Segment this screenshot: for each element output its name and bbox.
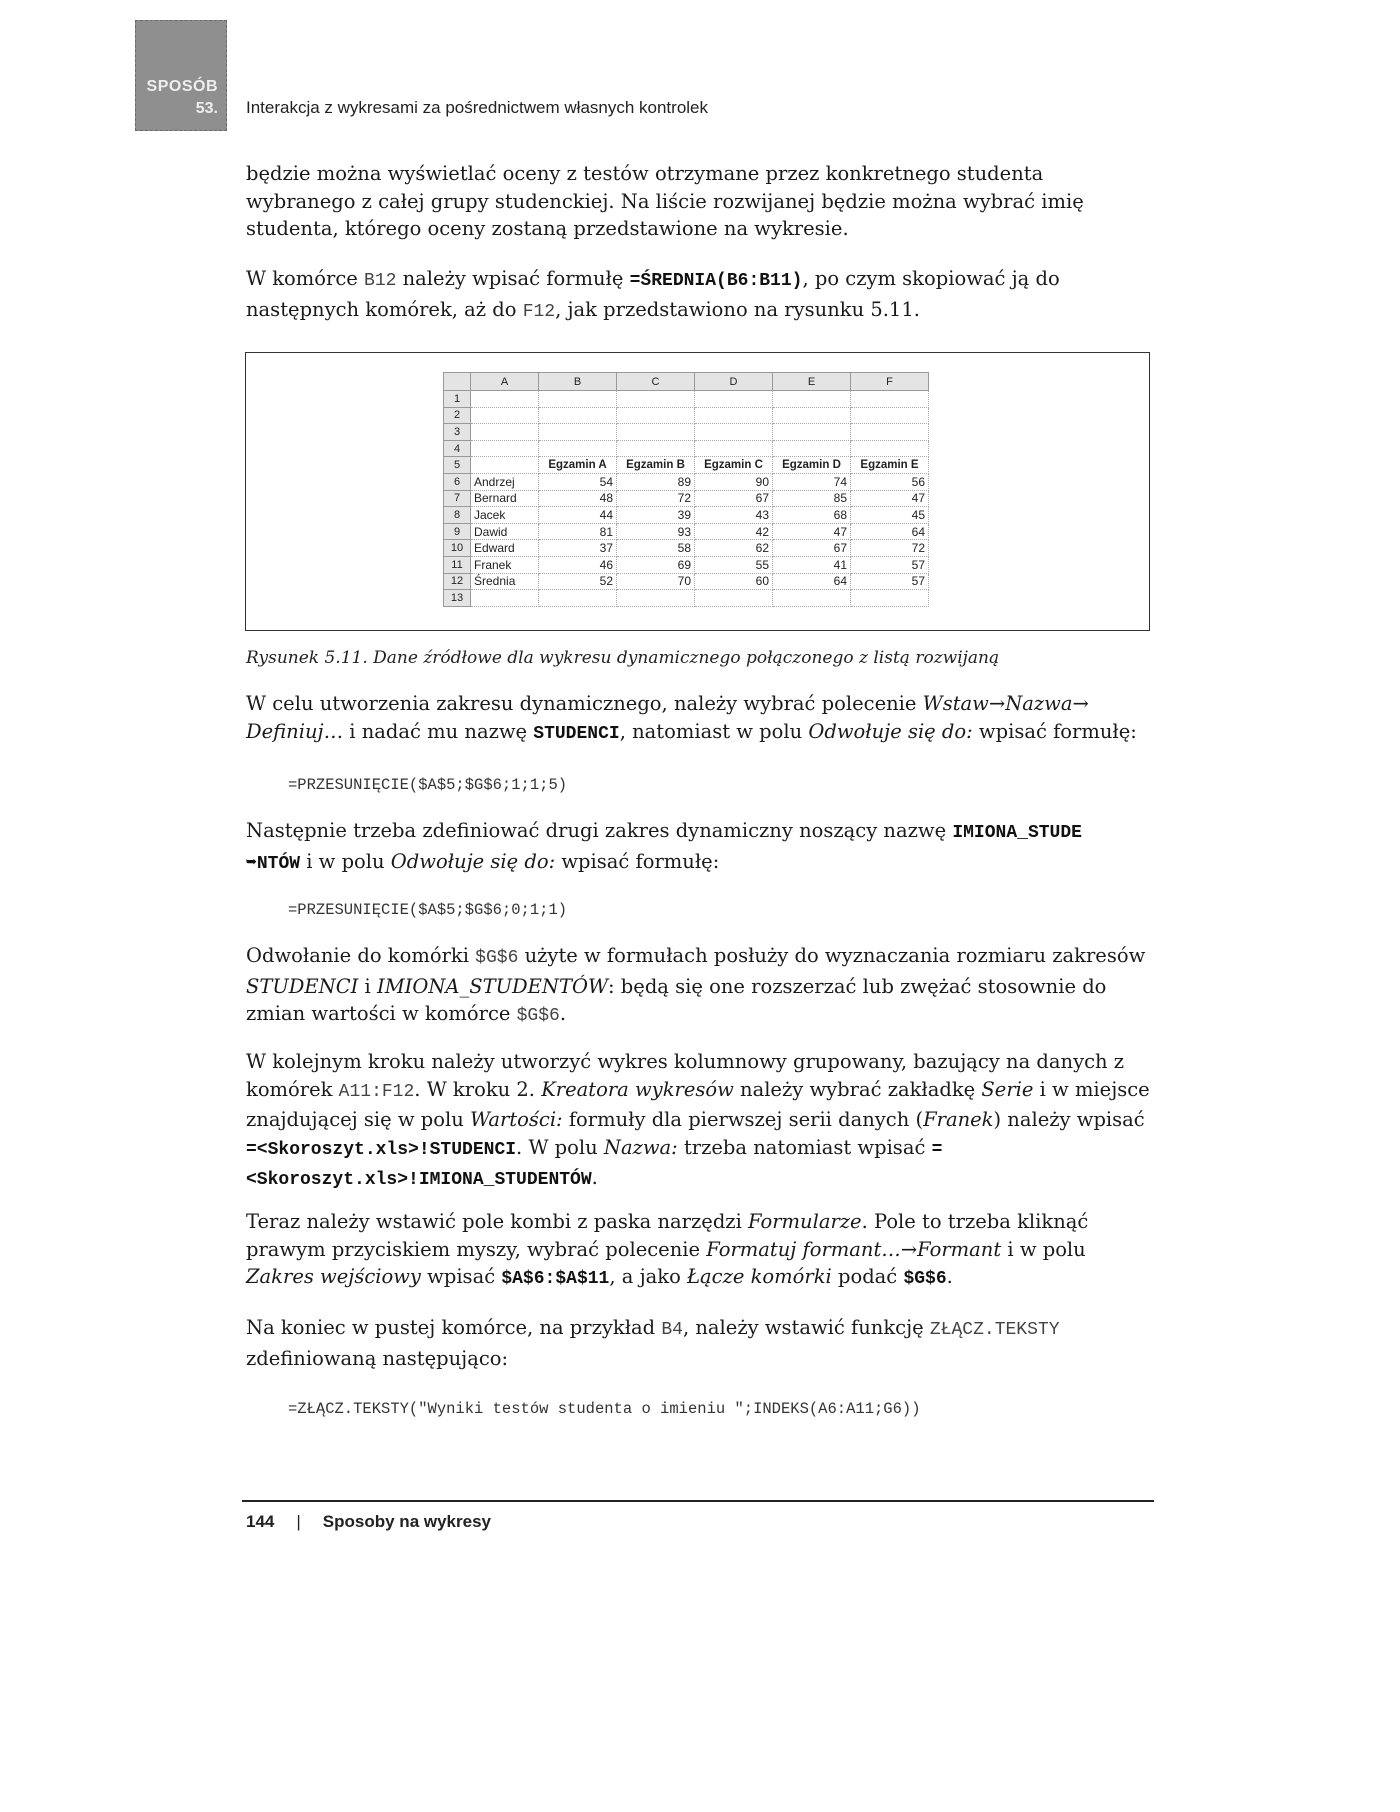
sheet-column-header: A (471, 373, 539, 391)
sheet-student-name: Edward (471, 540, 539, 557)
sheet-value-cell: 39 (617, 507, 695, 524)
sheet-cell (695, 590, 773, 607)
sheet-cell (695, 440, 773, 457)
footer-separator: | (296, 1512, 301, 1531)
sheet-value-cell: 46 (539, 556, 617, 573)
sheet-value-cell: 43 (695, 507, 773, 524)
sheet-value-cell: 85 (773, 490, 851, 507)
sheet-student-name: Andrzej (471, 473, 539, 490)
sheet-value-cell: 57 (851, 556, 929, 573)
code-formula-1: =PRZESUNIĘCIE($A$5;$G$6;1;1;5) (288, 776, 568, 794)
sheet-value-cell: 93 (617, 523, 695, 540)
sheet-value-cell: 45 (851, 507, 929, 524)
sheet-cell (617, 407, 695, 424)
sheet-value-cell: 60 (695, 573, 773, 590)
sheet-student-name: Średnia (471, 573, 539, 590)
book-title: Sposoby na wykresy (322, 1512, 491, 1531)
sheet-cell (773, 424, 851, 441)
sheet-row-number: 3 (444, 424, 471, 441)
sheet-value-cell: 37 (539, 540, 617, 557)
sheet-cell (471, 407, 539, 424)
sheet-exam-header: Egzamin E (851, 457, 929, 474)
sheet-student-name: Bernard (471, 490, 539, 507)
paragraph-2: W komórce B12 należy wpisać formułę =ŚREDNIA(B6:B11), po czym skopiować ją do następnych komórek, aż do F12, jak przedstawiono na rysunku 5.11. (246, 267, 1060, 322)
sheet-column-header: C (617, 373, 695, 391)
sheet-value-cell: 57 (851, 573, 929, 590)
sheet-cell (471, 440, 539, 457)
sheet-row (444, 440, 929, 457)
sheet-value-cell: 64 (773, 573, 851, 590)
sheet-cell (617, 424, 695, 441)
badge-number: 53. (195, 100, 218, 117)
sheet-value-cell: 44 (539, 507, 617, 524)
sheet-column-header: D (695, 373, 773, 391)
sheet-cell (695, 424, 773, 441)
sheet-value-cell: 58 (617, 540, 695, 557)
sheet-row (444, 573, 929, 590)
sheet-value-cell: 41 (773, 556, 851, 573)
paragraph-7: Teraz należy wstawić pole kombi z paska narzędzi Formularze. Pole to trzeba kliknąć prawym przyciskiem myszy, wybrać polecenie Formatuj formant…→Formant i w polu Zakres wejściowy wpisać $A$6:$A$11, a jako Łącze komórki podać $G$6. (246, 1210, 1089, 1289)
sheet-corner-cell (444, 373, 471, 391)
sheet-cell (773, 391, 851, 408)
sheet-cell (695, 407, 773, 424)
sheet-column-header: B (539, 373, 617, 391)
sheet-cell (539, 407, 617, 424)
sheet-row (444, 523, 929, 540)
sheet-value-cell: 69 (617, 556, 695, 573)
sheet-row (444, 507, 929, 524)
sheet-value-cell: 47 (851, 490, 929, 507)
paragraph-8: Na koniec w pustej komórce, na przykład B4, należy wstawić funkcję ZŁĄCZ.TEKSTY zdefiniowaną następująco: (246, 1316, 1060, 1370)
sheet-exam-header: Egzamin A (539, 457, 617, 474)
sheet-value-cell: 56 (851, 473, 929, 490)
sheet-row (444, 490, 929, 507)
sheet-row-number: 9 (444, 523, 471, 540)
sheet-row (444, 473, 929, 490)
sheet-row (444, 457, 929, 474)
sheet-cell (617, 391, 695, 408)
sheet-value-cell: 55 (695, 556, 773, 573)
sheet-row-number: 2 (444, 407, 471, 424)
sheet-value-cell: 70 (617, 573, 695, 590)
sheet-cell (851, 391, 929, 408)
paragraph-3: W celu utworzenia zakresu dynamicznego, należy wybrać polecenie Wstaw→Nazwa→ Definiuj… i nadać mu nazwę STUDENCI, natomiast w polu Odwołuje się do: wpisać formułę: (246, 692, 1137, 744)
sheet-value-cell: 74 (773, 473, 851, 490)
sheet-cell (617, 590, 695, 607)
sheet-exam-header: Egzamin D (773, 457, 851, 474)
sheet-row-number: 6 (444, 473, 471, 490)
footer-rule (242, 1500, 1154, 1502)
sheet-cell (851, 407, 929, 424)
sheet-cell (851, 590, 929, 607)
paragraph-6: W kolejnym kroku należy utworzyć wykres kolumnowy grupowany, bazujący na danych z komórek A11:F12. W kroku 2. Kreatora wykresów należy wybrać zakładkę Serie i w miejsce znajdującej się w polu Wartości: formuły dla pierwszej serii danych (Franek) należy wpisać =<Skoroszyt.xls>!STUDENCI. W polu Nazwa: trzeba natomiast wpisać =<Skoroszyt.xls>!IMIONA_STUDENTÓW. (246, 1050, 1150, 1190)
sheet-row-number: 13 (444, 590, 471, 607)
sheet-value-cell: 48 (539, 490, 617, 507)
paragraph-5: Odwołanie do komórki $G$6 użyte w formułach posłuży do wyznaczania rozmiaru zakresów STUDENCI i IMIONA_STUDENTÓW: będą się one rozszerzać lub zwężać stosownie do zmian wartości w komórce $G$6. (246, 944, 1146, 1026)
sheet-student-name: Dawid (471, 523, 539, 540)
sheet-cell (471, 391, 539, 408)
sheet-cell (617, 440, 695, 457)
sheet-value-cell: 47 (773, 523, 851, 540)
sheet-value-cell: 89 (617, 473, 695, 490)
sheet-value-cell: 52 (539, 573, 617, 590)
sheet-cell (471, 590, 539, 607)
sheet-cell (539, 391, 617, 408)
sheet-cell (773, 440, 851, 457)
sheet-cell (851, 424, 929, 441)
sheet-value-cell: 72 (617, 490, 695, 507)
sheet-cell (851, 440, 929, 457)
sheet-row (444, 540, 929, 557)
sheet-row-number: 4 (444, 440, 471, 457)
sheet-cell (471, 424, 539, 441)
sheet-row (444, 407, 929, 424)
sheet-row-number: 11 (444, 556, 471, 573)
sheet-value-cell: 90 (695, 473, 773, 490)
section-badge (135, 20, 227, 131)
sheet-value-cell: 42 (695, 523, 773, 540)
sheet-column-header: F (851, 373, 929, 391)
sheet-row-number: 12 (444, 573, 471, 590)
sheet-value-cell: 67 (695, 490, 773, 507)
sheet-value-cell: 81 (539, 523, 617, 540)
sheet-cell (539, 440, 617, 457)
sheet-column-header: E (773, 373, 851, 391)
sheet-cell (539, 424, 617, 441)
sheet-value-cell: 72 (851, 540, 929, 557)
sheet-student-name: Franek (471, 556, 539, 573)
sheet-value-cell: 67 (773, 540, 851, 557)
sheet-row-number: 7 (444, 490, 471, 507)
sheet-column-header-row (444, 373, 929, 391)
sheet-student-name: Jacek (471, 507, 539, 524)
running-head: Interakcja z wykresami za pośrednictwem własnych kontrolek (246, 98, 709, 117)
sheet-exam-header: Egzamin C (695, 457, 773, 474)
sheet-row (444, 391, 929, 408)
figure-caption: Rysunek 5.11. Dane źródłowe dla wykresu dynamicznego połączonego z listą rozwijaną (246, 648, 1000, 668)
sheet-cell (773, 407, 851, 424)
sheet-cell (773, 590, 851, 607)
sheet-row (444, 590, 929, 607)
page-number: 144 (246, 1512, 275, 1531)
sheet-value-cell: 62 (695, 540, 773, 557)
code-formula-3: =ZŁĄCZ.TEKSTY("Wyniki testów studenta o imieniu ";INDEKS(A6:A11;G6)) (288, 1400, 921, 1418)
sheet-cell (695, 391, 773, 408)
sheet-row (444, 556, 929, 573)
sheet-row-number: 10 (444, 540, 471, 557)
paragraph-4: Następnie trzeba zdefiniować drugi zakres dynamiczny noszący nazwę IMIONA_STUDE ➥NTÓW i w polu Odwołuje się do: wpisać formułę: (246, 819, 1082, 874)
sheet-cell (539, 590, 617, 607)
code-formula-2: =PRZESUNIĘCIE($A$5;$G$6;0;1;1) (288, 901, 568, 919)
sheet-row-number: 8 (444, 507, 471, 524)
sheet-cell (471, 457, 539, 474)
spreadsheet-figure (443, 372, 929, 607)
sheet-value-cell: 64 (851, 523, 929, 540)
badge-label: SPOSÓB (146, 78, 218, 95)
sheet-row-number: 1 (444, 391, 471, 408)
sheet-value-cell: 68 (773, 507, 851, 524)
paragraph-1: będzie można wyświetlać oceny z testów otrzymane przez konkretnego studenta wybranego z całej grupy studenckiej. Na liście rozwijanej będzie można wybrać imię studenta, którego oceny zostaną przedstawione na wykresie. (246, 162, 1084, 240)
sheet-exam-header: Egzamin B (617, 457, 695, 474)
sheet-row (444, 424, 929, 441)
page-footer (246, 1512, 491, 1532)
sheet-value-cell: 54 (539, 473, 617, 490)
sheet-row-number: 5 (444, 457, 471, 474)
